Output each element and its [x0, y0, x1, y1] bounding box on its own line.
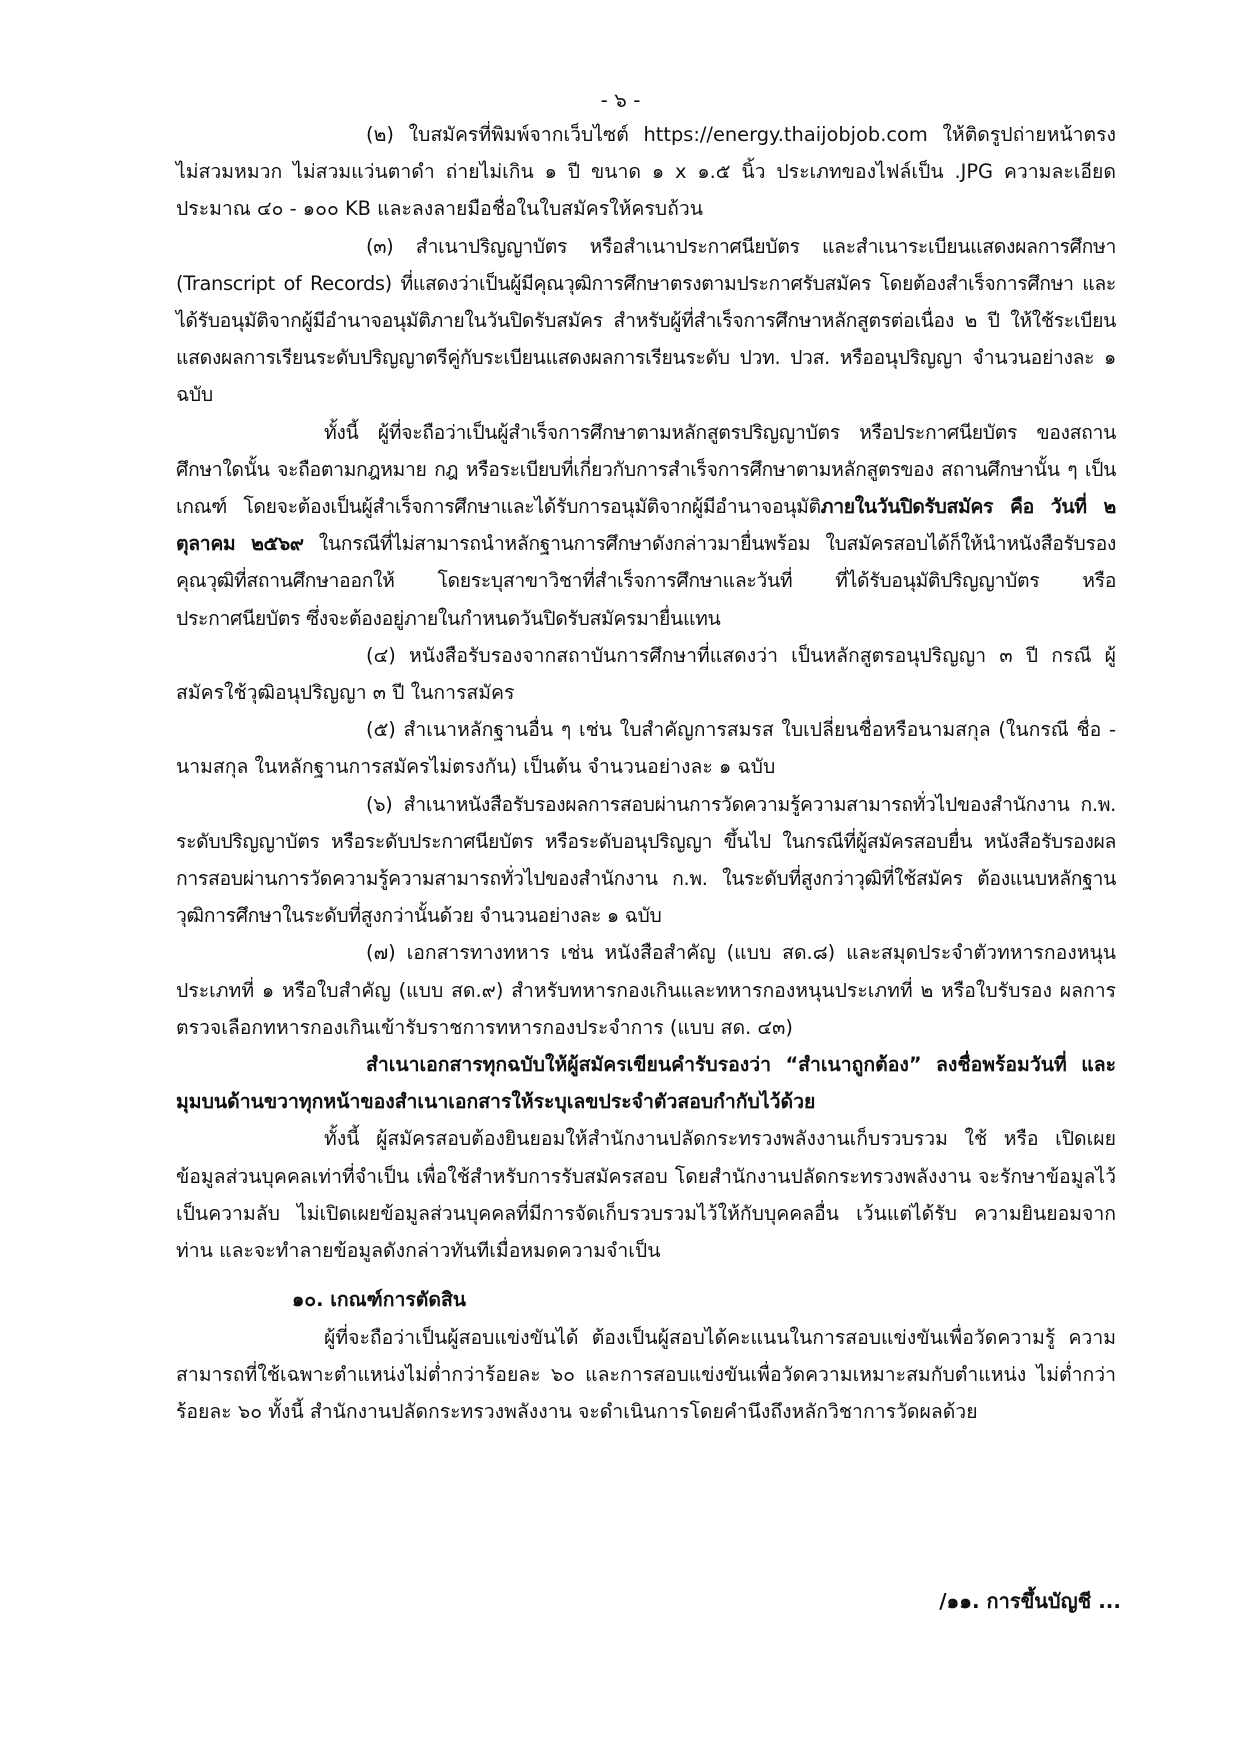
next-page-reference: /๑๑. การขึ้นบัญชี ...	[939, 1589, 1121, 1613]
privacy-consent-note: ทั้งนี้ ผู้สมัครสอบต้องยินยอมให้สำนักงานปลัดกระทรวงพลังงานเก็บรวบรวม ใช้ หรือ เปิดเผยข้อมูลส่วนบุคคลเท่าที่จำเป็น เพื่อใช้สำหรับการรับสมัครสอบ โดยสำนักงานปลัดกระทรวงพลังงาน จะรักษาข้อมูลไว้เป็นความลับ ไม่เปิดเผยข้อมูลส่วนบุคคลที่มีการจัดเก็บรวบรวมไว้ให้กับบุคคลอื่น เว้นแต่ได้รับ ความยินยอมจากท่าน และจะทำลายข้อมูลดังกล่าวทันทีเมื่อหมดความจำเป็น	[176, 1127, 1116, 1263]
graduation-note-text-cont: ในกรณีที่ไม่สามารถนำหลักฐานการศึกษาดังกล่าวมายื่นพร้อม ใบสมัครสอบได้ก็ให้นำหนังสือรับรองคุณวุฒิที่สถานศึกษาออกให้ โดยระบุสาขาวิชาที่สำเร็จการศึกษาและวันที่ ที่ได้รับอนุมัติปริญญาบัตร หรือประกาศนียบัตร ซึ่งจะต้องอยู่ภายในกำหนดวันปิดรับสมัครมายื่นแทน	[176, 532, 1116, 630]
item-6-ocsc-certificate: (๖) สำเนาหนังสือรับรองผลการสอบผ่านการวัดความรู้ความสามารถทั่วไปของสำนักงาน ก.พ. ระดับปริญญาบัตร หรือระดับประกาศนียบัตร หรือระดับอนุปริญญา ขึ้นไป ในกรณีที่ผู้สมัครสอบยื่น หนังสือรับรองผลการสอบผ่านการวัดความรู้ความสามารถทั่วไปของสำนักงาน ก.พ. ในระดับที่สูงกว่าวุฒิที่ใช้สมัคร ต้องแนบหลักฐานวุฒิการศึกษาในระดับที่สูงกว่านั้นด้วย จำนวนอย่างละ ๑ ฉบับ	[176, 792, 1116, 928]
page-number: - ๖ -	[600, 88, 641, 112]
certify-copies-note: สำเนาเอกสารทุกฉบับให้ผู้สมัครเขียนคำรับรองว่า “สำเนาถูกต้อง” ลงชื่อพร้อมวันที่ และมุมบนด้านขวาทุกหน้าของสำเนาเอกสารให้ระบุเลขประจำตัวสอบกำกับไว้ด้วย	[176, 1053, 1116, 1114]
item-2-application-form: (๒) ใบสมัครที่พิมพ์จากเว็บไซต์ https://energy.thaijobjob.com ให้ติดรูปถ่ายหน้าตรง ไม่สวมหมวก ไม่สวมแว่นตาดำ ถ่ายไม่เกิน ๑ ปี ขนาด ๑ x ๑.๕ นิ้ว ประเภทของไฟล์เป็น .JPG ความละเอียด ประมาณ ๔๐ - ๑๐๐ KB และลงลายมือชื่อในใบสมัครให้ครบถ้วน	[176, 123, 1116, 221]
graduation-note	[176, 414, 1116, 637]
item-5-other-evidence: (๕) สำเนาหลักฐานอื่น ๆ เช่น ใบสำคัญการสมรส ใบเปลี่ยนชื่อหรือนามสกุล (ในกรณี ชื่อ - นามสกุล ในหลักฐานการสมัครไม่ตรงกัน) เป็นต้น จำนวนอย่างละ ๑ ฉบับ	[176, 718, 1116, 779]
deadline-emphasis: ภายในวันปิดรับสมัคร คือ วันที่ ๒ ตุลาคม ๒๕๖๙	[176, 495, 1116, 556]
item-7-military-documents: (๗) เอกสารทางทหาร เช่น หนังสือสำคัญ (แบบ สด.๘) และสมุดประจำตัวทหารกองหนุน ประเภทที่ ๑ หรือใบสำคัญ (แบบ สด.๙) สำหรับทหารกองเกินและทหารกองหนุนประเภทที่ ๒ หรือใบรับรอง ผลการตรวจเลือกทหารกองเกินเข้ารับราชการทหารกองประจำการ (แบบ สด. ๔๓)	[176, 941, 1116, 1039]
section-10-body: ผู้ที่จะถือว่าเป็นผู้สอบแข่งขันได้ ต้องเป็นผู้สอบได้คะแนนในการสอบแข่งขันเพื่อวัดความรู้ ความสามารถที่ใช้เฉพาะตำแหน่งไม่ต่ำกว่าร้อยละ ๖๐ และการสอบแข่งขันเพื่อวัดความเหมาะสมกับตำแหน่ง ไม่ต่ำกว่าร้อยละ ๖๐ ทั้งนี้ สำนักงานปลัดกระทรวงพลังงาน จะดำเนินการโดยคำนึงถึงหลักวิชาการวัดผลด้วย	[176, 1325, 1116, 1423]
item-3-degree-copies: (๓) สำเนาปริญญาบัตร หรือสำเนาประกาศนียบัตร และสำเนาระเบียนแสดงผลการศึกษา (Transcript of Records) ที่แสดงว่าเป็นผู้มีคุณวุฒิการศึกษาตรงตามประกาศรับสมัคร โดยต้องสำเร็จการศึกษา และได้รับอนุมัติจากผู้มีอำนาจอนุมัติภายในวันปิดรับสมัคร สำหรับผู้ที่สำเร็จการศึกษาหลักสูตรต่อเนื่อง ๒ ปี ให้ใช้ระเบียนแสดงผลการเรียนระดับปริญญาตรีคู่กับระเบียนแสดงผลการเรียนระดับ ปวท. ปวส. หรืออนุปริญญา จำนวนอย่างละ ๑ ฉบับ	[176, 234, 1116, 407]
section-10-heading: ๑๐. เกณฑ์การตัดสิน	[292, 1288, 467, 1312]
item-4-diploma-certificate: (๔) หนังสือรับรองจากสถาบันการศึกษาที่แสดงว่า เป็นหลักสูตรอนุปริญญา ๓ ปี กรณี ผู้สมัครใช้วุฒิอนุปริญญา ๓ ปี ในการสมัคร	[176, 643, 1116, 705]
document-body	[176, 116, 1116, 1430]
graduation-note-text: ทั้งนี้ ผู้ที่จะถือว่าเป็นผู้สำเร็จการศึกษาตามหลักสูตรปริญญาบัตร หรือประกาศนียบัตร ของสถานศึกษาใดนั้น จะถือตามกฎหมาย กฎ หรือระเบียบที่เกี่ยวกับการสำเร็จการศึกษาตามหลักสูตรของ สถานศึกษานั้น ๆ เป็นเกณฑ์ โดยจะต้องเป็นผู้สำเร็จการศึกษาและได้รับการอนุมัติจากผู้มีอำนาจอนุมัติ	[176, 420, 1116, 519]
